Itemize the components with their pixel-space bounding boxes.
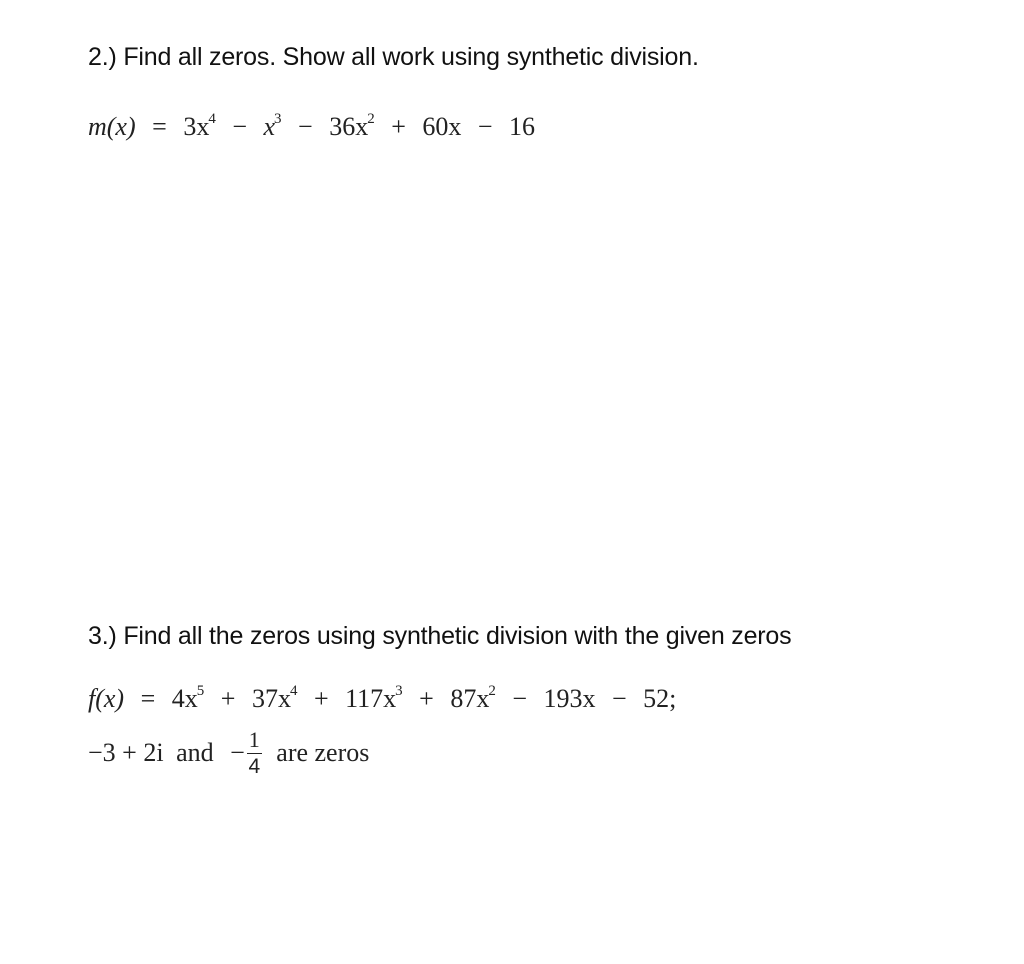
term-3: $117x^3$: [345, 683, 403, 713]
negative-sign: −: [230, 737, 245, 767]
function-name: m(x): [88, 112, 136, 141]
equals-sign: =: [152, 112, 167, 141]
given-zero-1: −3 + 2i: [88, 737, 164, 767]
term-4: $87x^2$: [450, 683, 496, 713]
operator-1: −: [232, 112, 247, 141]
problem-2-heading: 2.) Find all zeros. Show all work using synthetic division.: [88, 43, 699, 71]
operator-1: +: [220, 684, 236, 713]
operator-2: −: [298, 112, 313, 141]
term-5: 193x: [543, 684, 596, 713]
term-1: $3x^4$: [183, 111, 216, 141]
fraction-numerator: 1: [248, 727, 260, 752]
term-2: $x^3$: [263, 111, 282, 141]
are-zeros-text: are zeros: [276, 737, 370, 767]
operator-4: −: [512, 684, 527, 713]
given-zeros-line: [88, 727, 370, 779]
term-2: $37x^4$: [251, 683, 298, 713]
term-4: 60x: [422, 112, 462, 141]
operator-2: +: [313, 684, 329, 713]
term-6: 52;: [643, 684, 677, 713]
and-text: and: [176, 737, 214, 767]
problem-3-equation: [88, 684, 676, 714]
function-name: f(x): [88, 684, 125, 713]
operator-3: +: [391, 112, 406, 141]
problem-2-equation: [88, 112, 535, 142]
operator-4: −: [477, 112, 493, 141]
term-5: 16: [509, 112, 536, 141]
operator-3: +: [419, 684, 434, 713]
term-1: $4x^5$: [171, 683, 205, 713]
fraction-denominator: 4: [248, 755, 261, 778]
term-3: $36x^2$: [329, 111, 375, 141]
operator-5: −: [612, 684, 627, 713]
fraction-one-fourth: [247, 729, 262, 777]
problem-3-heading: 3.) Find all the zeros using synthetic division with the given zeros: [88, 622, 792, 650]
equals-sign: =: [140, 684, 156, 713]
